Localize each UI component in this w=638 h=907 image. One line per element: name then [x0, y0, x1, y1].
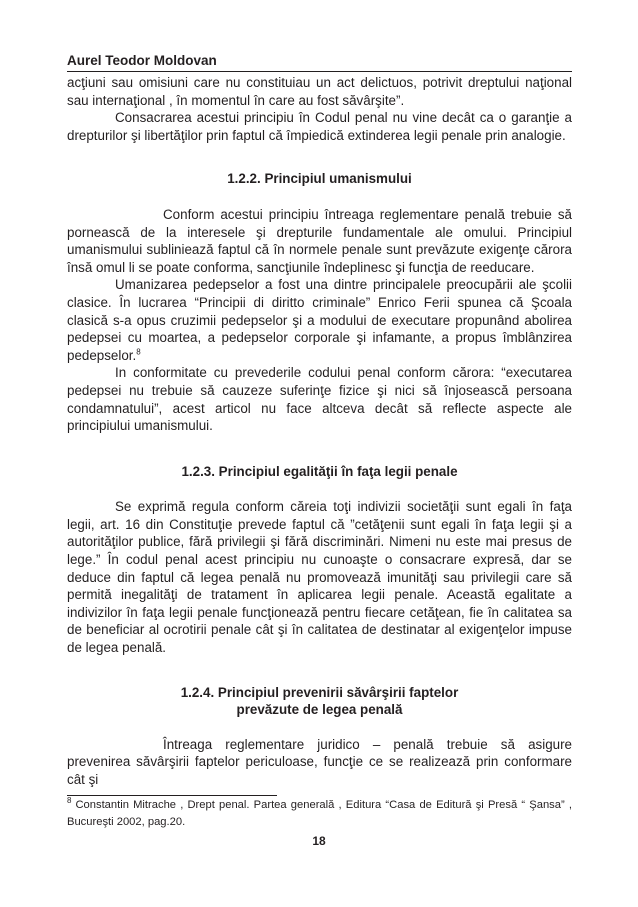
- footnote: [67, 797, 572, 831]
- section-heading-1-2-4: [67, 684, 572, 719]
- paragraph: Se exprimă regula conform căreia toţi indivizii societăţii sunt egali în faţa legii, art. 16 din Constituţie prevede faptul că ”cetăţenii sunt egali în faţa legii şi a autorităţilor publice, fără privilegii şi fără discriminări. Nimeni nu este mai presus de lege.” În codul penal acest principiu nu cunoaşte o consacrare expresă, dar se deduce din faptul că legea penală nu promovează imunităţi sau privilegii care să permită inegalităţi de tratament în aplicarea legii penale. Această egalitate a indivizilor în faţa legii penale funcţionează pentru fiecare cetăţean, fie în calitatea sa de beneficiar al ocrotirii penale cât şi în calitatea de destinatar al exigenţelor impuse de legea penală.: [67, 499, 572, 656]
- page-body: [67, 74, 572, 789]
- section-heading-line: prevăzute de legea penală: [236, 702, 403, 718]
- paragraph: In conformitate cu prevederile codului penal conform cărora: “executarea pedepsei nu trebuie să cauzeze suferinţe fizice şi nici să înjosească persoana condamnatului”, acest articol nu face altceva decât să reflecte aspecte ale principiului umanismului.: [67, 365, 572, 434]
- footnote-number: 8: [67, 796, 72, 806]
- paragraph: Conform acestui principiu întreaga reglementare penală trebuie să pornească de la interesele şi drepturile fundamentale ale omului. Principiul umanismului subliniează faptul că în normele penale sunt prevăzute exigenţe cărora însă omul li se poate conforma, sancţiunile îndeplinesc şi funcţia de reeducare.: [67, 206, 572, 275]
- section-heading-line: 1.2.4. Principiul prevenirii săvârşirii faptelor: [180, 684, 459, 700]
- paragraph: Întreaga reglementare juridico – penală trebuie să asigure prevenirea săvârşirii faptelor periculoase, funcţie ce se realizează prin conformare cât şi: [67, 736, 572, 787]
- section-heading-1-2-3: 1.2.3. Principiul egalităţii în faţa legii penale: [181, 463, 458, 479]
- paragraph-continued: acţiuni sau omisiuni care nu constituiau un act delictuos, potrivit dreptului naţional sau internaţional , în momentul în care au fost săvârşite”.: [67, 75, 572, 108]
- paragraph: [67, 276, 572, 364]
- paragraph-text: Umanizarea pedepselor a fost una dintre principalele preocupării ale şcolii clasice. În lucrarea “Principii di diritto criminale” Enrico Ferii spunea că Şcoala clasică s-a opus cruzimii pedepselor şi a modului de executare propunând abolirea pedepsei cu moartea, a pedepselor corporale şi infamante, a propus îmblânzirea pedepselor.: [67, 277, 572, 363]
- paragraph: Consacrarea acestui principiu în Codul penal nu vine decât ca o garanţie a drepturilor şi libertăţilor prin faptul că împiedică extinderea legii penale prin analogie.: [67, 110, 572, 143]
- footnote-reference: 8: [136, 347, 141, 357]
- page-number: 18: [312, 834, 326, 848]
- running-header-author: Aurel Teodor Moldovan: [67, 53, 217, 68]
- footnote-text: Constantin Mitrache , Drept penal. Partea generală , Editura “Casa de Editură şi Presă “ Şansa” , Bucureşti 2002, pag.20.: [67, 799, 572, 828]
- header-divider: [67, 71, 572, 72]
- section-heading-1-2-2: 1.2.2. Principiul umanismului: [227, 171, 412, 187]
- footnote-divider: [67, 795, 277, 796]
